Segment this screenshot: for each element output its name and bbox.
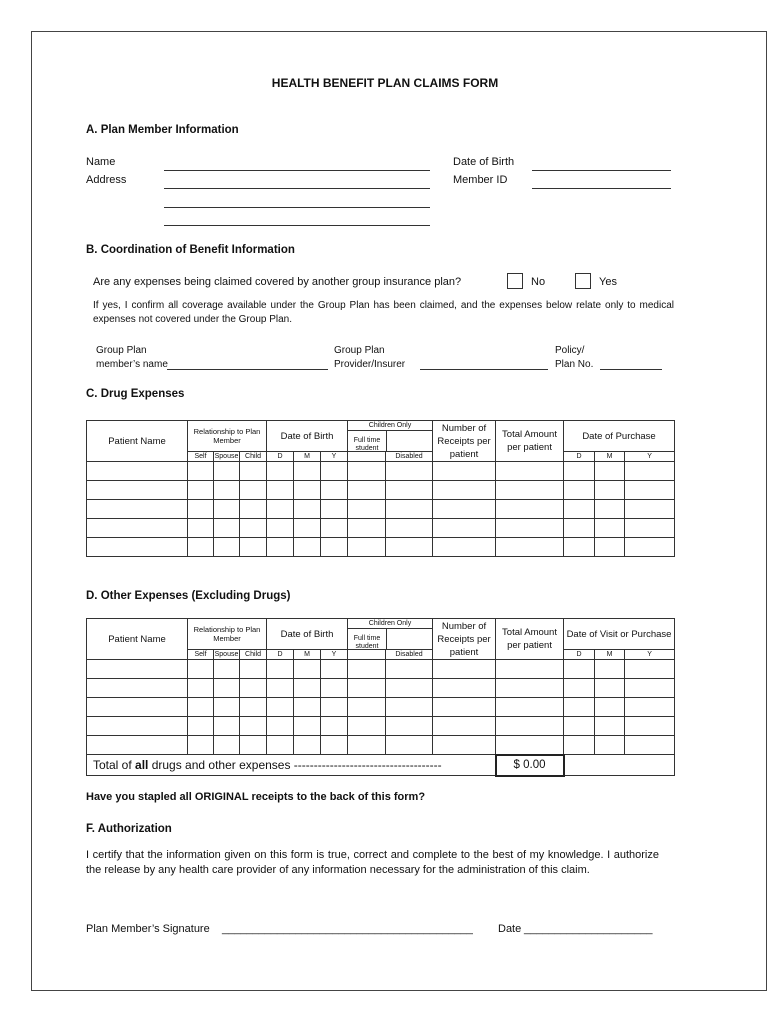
signature-field[interactable]: _________________________________________ — [222, 923, 473, 935]
spouse-header: Spouse — [214, 651, 239, 658]
patient-name-header: Patient Name — [87, 619, 188, 660]
table-cell[interactable] — [87, 500, 188, 519]
table-cell[interactable] — [87, 698, 188, 717]
table-cell[interactable] — [214, 500, 240, 519]
visit-month-header: M — [595, 650, 625, 660]
disabled-header: Disabled — [386, 650, 433, 660]
table-cell[interactable] — [496, 481, 564, 500]
table-cell[interactable] — [214, 660, 240, 679]
table-cell[interactable] — [294, 481, 321, 500]
table-cell[interactable] — [348, 679, 386, 698]
table-cell[interactable] — [595, 500, 625, 519]
table-cell[interactable] — [267, 660, 294, 679]
table-cell[interactable] — [348, 500, 386, 519]
dob-label: Date of Birth — [453, 156, 515, 168]
patient-name-header: Patient Name — [87, 421, 188, 462]
table-cell[interactable] — [433, 462, 496, 481]
table-cell[interactable] — [348, 462, 386, 481]
table-cell[interactable] — [267, 698, 294, 717]
purchase-year-header: Y — [625, 452, 675, 462]
table-cell[interactable] — [348, 660, 386, 679]
num-receipts-header: Number of Receipts per patient — [433, 619, 496, 660]
table-cell[interactable] — [214, 698, 240, 717]
table-cell[interactable] — [564, 538, 595, 557]
table-cell[interactable] — [240, 660, 267, 679]
table-cell[interactable] — [433, 679, 496, 698]
table-cell[interactable] — [564, 717, 595, 736]
member-id-field[interactable] — [532, 188, 671, 189]
date-field[interactable]: _____________________ — [524, 923, 653, 935]
child-header: Child — [240, 650, 267, 660]
table-cell[interactable] — [433, 717, 496, 736]
table-cell[interactable] — [267, 519, 294, 538]
table-row — [87, 500, 675, 519]
table-cell[interactable] — [595, 698, 625, 717]
total-amount-header: Total Amount per patient — [496, 619, 564, 660]
table-cell[interactable] — [321, 481, 348, 500]
table-cell[interactable] — [625, 519, 675, 538]
table-cell[interactable] — [188, 481, 214, 500]
table-cell[interactable] — [188, 698, 214, 717]
table-cell[interactable] — [294, 736, 321, 755]
provider-insurer-label: Group Plan Provider/Insurer — [334, 345, 406, 370]
table-cell[interactable] — [87, 462, 188, 481]
signature-label: Plan Member’s Signature — [86, 923, 210, 935]
table-cell[interactable] — [267, 500, 294, 519]
coverage-confirmation: If yes, I confirm all coverage available under the Group Plan has been claimed, and the expenses below relate only to medical expenses not covered under the Group Plan. — [93, 300, 674, 325]
table-cell[interactable] — [87, 519, 188, 538]
section-f-heading: F. Authorization — [86, 823, 172, 835]
num-receipts-header: Number of Receipts per patient — [433, 421, 496, 462]
table-cell[interactable] — [267, 717, 294, 736]
table-cell[interactable] — [267, 481, 294, 500]
table-cell[interactable] — [386, 538, 433, 557]
dob-header: Date of Birth — [267, 421, 348, 452]
table-cell[interactable] — [240, 500, 267, 519]
self-header: Self — [188, 650, 214, 660]
table-cell[interactable] — [214, 717, 240, 736]
dob-month-header: M — [294, 452, 321, 462]
table-cell[interactable] — [348, 538, 386, 557]
table-cell[interactable] — [564, 736, 595, 755]
table-row — [87, 660, 675, 679]
coverage-question: Are any expenses being claimed covered by another group insurance plan? — [93, 276, 462, 288]
table-cell[interactable] — [433, 519, 496, 538]
section-a-heading: A. Plan Member Information — [86, 124, 239, 136]
policy-no-field[interactable] — [600, 369, 662, 370]
policy-no-label: Policy/ Plan No. — [555, 345, 594, 370]
table-cell[interactable] — [348, 736, 386, 755]
staple-question: Have you stapled all ORIGINAL receipts to the back of this form? — [86, 791, 426, 803]
table-cell[interactable] — [87, 660, 188, 679]
full-time-student-header — [348, 650, 386, 660]
table-cell[interactable] — [625, 500, 675, 519]
table-cell[interactable] — [433, 660, 496, 679]
section-b-heading: B. Coordination of Benefit Information — [86, 244, 295, 256]
dob-field[interactable] — [532, 170, 671, 171]
table-cell[interactable] — [386, 717, 433, 736]
table-cell[interactable] — [496, 462, 564, 481]
table-cell[interactable] — [321, 679, 348, 698]
no-checkbox[interactable] — [507, 273, 523, 289]
visit-day-header: D — [564, 650, 595, 660]
table-cell[interactable] — [564, 698, 595, 717]
table-cell[interactable] — [188, 717, 214, 736]
purchase-day-header: D — [564, 452, 595, 462]
table-cell[interactable] — [348, 481, 386, 500]
provider-insurer-field[interactable] — [420, 369, 548, 370]
table-cell[interactable] — [294, 500, 321, 519]
total-expenses-value[interactable]: $ 0.00 — [496, 755, 564, 776]
table-row — [87, 698, 675, 717]
table-cell[interactable] — [625, 538, 675, 557]
section-c-heading: C. Drug Expenses — [86, 388, 185, 400]
table-row — [87, 519, 675, 538]
table-cell[interactable] — [267, 462, 294, 481]
dob-month-header: M — [294, 650, 321, 660]
table-cell[interactable] — [267, 538, 294, 557]
full-time-student-header — [348, 452, 386, 462]
table-cell[interactable] — [595, 660, 625, 679]
table-cell[interactable] — [625, 462, 675, 481]
table-cell[interactable] — [595, 679, 625, 698]
date-of-purchase-header: Date of Purchase — [564, 421, 675, 452]
table-cell[interactable] — [188, 660, 214, 679]
dob-header: Date of Birth — [267, 619, 348, 650]
table-cell[interactable] — [348, 717, 386, 736]
table-cell[interactable] — [348, 519, 386, 538]
table-cell[interactable] — [87, 736, 188, 755]
table-cell[interactable] — [625, 481, 675, 500]
table-cell[interactable] — [564, 679, 595, 698]
table-cell[interactable] — [294, 660, 321, 679]
address-label: Address — [86, 174, 127, 186]
self-header: Self — [188, 452, 214, 462]
table-cell[interactable] — [240, 698, 267, 717]
table-cell[interactable] — [87, 717, 188, 736]
group-plan-member-label: Group Plan member’s name — [96, 345, 168, 370]
dob-year-header: Y — [321, 452, 348, 462]
table-cell[interactable] — [433, 481, 496, 500]
table-row — [87, 538, 675, 557]
table-cell[interactable] — [240, 717, 267, 736]
table-cell[interactable] — [321, 698, 348, 717]
table-cell[interactable] — [214, 538, 240, 557]
dob-year-header: Y — [321, 650, 348, 660]
table-cell[interactable] — [595, 462, 625, 481]
address-field-line-3[interactable] — [164, 225, 430, 226]
other-expenses-table — [86, 618, 675, 777]
table-cell[interactable] — [240, 679, 267, 698]
table-cell[interactable] — [267, 736, 294, 755]
table-cell[interactable] — [214, 736, 240, 755]
table-cell[interactable] — [321, 500, 348, 519]
table-cell[interactable] — [87, 679, 188, 698]
table-cell[interactable] — [386, 462, 433, 481]
section-d-heading: D. Other Expenses (Excluding Drugs) — [86, 590, 291, 602]
member-id-label: Member ID — [453, 174, 508, 186]
table-row — [87, 679, 675, 698]
table-cell[interactable] — [386, 736, 433, 755]
table-cell[interactable] — [188, 519, 214, 538]
address-field-line-2[interactable] — [164, 207, 430, 208]
table-cell[interactable] — [321, 519, 348, 538]
table-cell[interactable] — [240, 462, 267, 481]
children-only-header: Children Only Full time student — [348, 421, 433, 452]
table-cell[interactable] — [386, 481, 433, 500]
group-plan-member-name-field[interactable] — [167, 369, 328, 370]
total-amount-header: Total Amount per patient — [496, 421, 564, 462]
table-cell[interactable] — [496, 698, 564, 717]
table-cell[interactable] — [321, 736, 348, 755]
table-cell[interactable] — [294, 698, 321, 717]
purchase-month-header: M — [595, 452, 625, 462]
relationship-header: Relationship to Plan Member — [188, 421, 267, 452]
table-row — [87, 481, 675, 500]
table-cell[interactable] — [625, 698, 675, 717]
child-header: Child — [240, 452, 267, 462]
table-cell[interactable] — [433, 698, 496, 717]
table-cell[interactable] — [87, 481, 188, 500]
name-label: Name — [86, 156, 116, 168]
table-cell[interactable] — [240, 538, 267, 557]
table-cell[interactable] — [625, 717, 675, 736]
drug-expenses-table — [86, 420, 675, 557]
table-cell[interactable] — [87, 538, 188, 557]
table-cell[interactable] — [188, 500, 214, 519]
table-row — [87, 717, 675, 736]
table-cell[interactable] — [214, 519, 240, 538]
table-cell[interactable] — [386, 519, 433, 538]
table-cell[interactable] — [496, 660, 564, 679]
spouse-header: Spouse — [214, 453, 239, 460]
authorization-text: I certify that the information given on this form is true, correct and complete to the best of my knowledge. I authorize the release by any health care provider of any information necessary for the administration of this claim. — [86, 849, 659, 876]
table-cell[interactable] — [595, 736, 625, 755]
disabled-header: Disabled — [386, 452, 433, 462]
table-cell[interactable] — [433, 500, 496, 519]
table-cell[interactable] — [595, 717, 625, 736]
children-only-header: Children Only Full time student — [348, 619, 433, 650]
visit-year-header: Y — [625, 650, 675, 660]
table-cell[interactable] — [321, 538, 348, 557]
table-cell[interactable] — [595, 538, 625, 557]
table-cell[interactable] — [496, 717, 564, 736]
table-cell[interactable] — [564, 660, 595, 679]
relationship-header: Relationship to Plan Member — [188, 619, 267, 650]
table-cell[interactable] — [240, 736, 267, 755]
table-cell[interactable] — [564, 481, 595, 500]
table-cell[interactable] — [240, 481, 267, 500]
table-cell[interactable] — [433, 736, 496, 755]
yes-checkbox[interactable] — [575, 273, 591, 289]
table-cell[interactable] — [386, 679, 433, 698]
table-cell[interactable] — [433, 538, 496, 557]
table-cell[interactable] — [496, 519, 564, 538]
dob-day-header: D — [267, 650, 294, 660]
table-cell[interactable] — [294, 519, 321, 538]
table-cell[interactable] — [595, 519, 625, 538]
table-cell[interactable] — [188, 679, 214, 698]
date-label: Date — [498, 923, 522, 935]
date-of-visit-header: Date of Visit or Purchase — [564, 619, 675, 650]
table-cell[interactable] — [564, 519, 595, 538]
table-cell[interactable] — [240, 519, 267, 538]
table-cell[interactable] — [496, 500, 564, 519]
yes-label: Yes — [599, 276, 617, 288]
total-expenses-label: Total of all drugs and other expenses ------------------------------------- — [87, 755, 496, 776]
table-cell[interactable] — [625, 660, 675, 679]
form-title: HEALTH BENEFIT PLAN CLAIMS FORM — [271, 76, 499, 90]
table-cell[interactable] — [294, 717, 321, 736]
dob-day-header: D — [267, 452, 294, 462]
table-cell[interactable] — [625, 679, 675, 698]
table-cell[interactable] — [348, 698, 386, 717]
table-cell[interactable] — [564, 500, 595, 519]
table-cell[interactable] — [496, 538, 564, 557]
table-cell[interactable] — [386, 698, 433, 717]
table-cell[interactable] — [294, 462, 321, 481]
table-cell[interactable] — [321, 462, 348, 481]
table-cell[interactable] — [294, 679, 321, 698]
table-cell[interactable] — [267, 679, 294, 698]
no-label: No — [531, 276, 546, 288]
table-cell[interactable] — [595, 481, 625, 500]
address-field-line-1[interactable] — [164, 188, 430, 189]
table-cell[interactable] — [294, 538, 321, 557]
table-cell[interactable] — [321, 717, 348, 736]
table-cell[interactable] — [188, 462, 214, 481]
table-cell[interactable] — [496, 736, 564, 755]
table-row — [87, 736, 675, 755]
table-cell[interactable] — [386, 500, 433, 519]
table-cell[interactable] — [214, 679, 240, 698]
name-field[interactable] — [164, 170, 430, 171]
table-cell[interactable] — [625, 736, 675, 755]
table-cell[interactable] — [496, 679, 564, 698]
table-cell[interactable] — [386, 660, 433, 679]
table-cell[interactable] — [214, 462, 240, 481]
table-row — [87, 462, 675, 481]
table-cell[interactable] — [321, 660, 348, 679]
table-cell[interactable] — [214, 481, 240, 500]
table-cell[interactable] — [564, 462, 595, 481]
table-cell[interactable] — [188, 538, 214, 557]
table-cell[interactable] — [188, 736, 214, 755]
